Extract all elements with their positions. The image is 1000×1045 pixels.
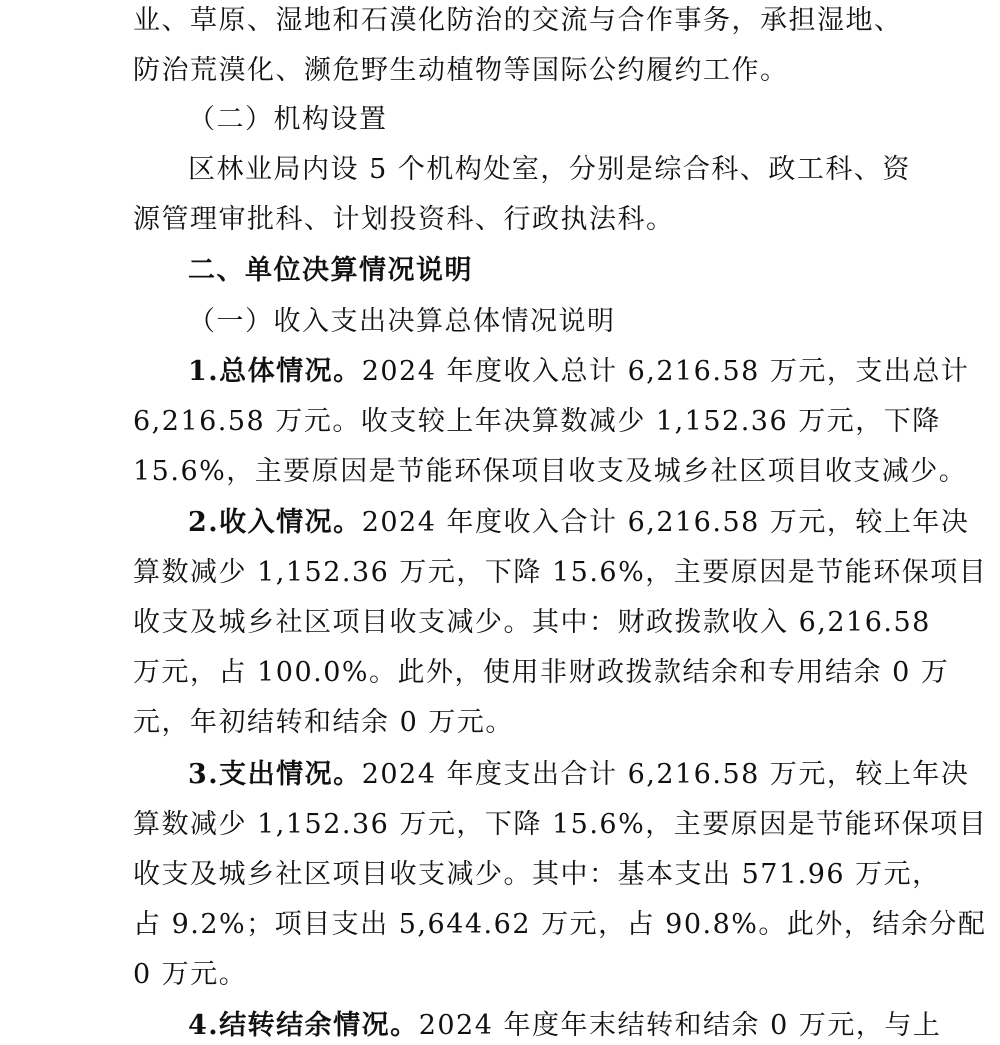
section-heading: 二、单位决算情况说明 (188, 255, 473, 286)
paragraph-first-line (188, 504, 970, 542)
text-line: 占 9.2%；项目支出 5,644.62 万元，占 90.8%。此外，结余分配 (133, 909, 987, 940)
paragraph-heading: 4.结转结余情况。 (188, 1010, 419, 1041)
text-line: 算数减少 1,152.36 万元，下降 15.6%，主要原因是节能环保项目 (133, 809, 988, 840)
paragraph-first-line (188, 1007, 942, 1045)
text-line: 区林业局内设 5 个机构处室，分别是综合科、政工科、资 (188, 154, 911, 185)
text-line: 15.6%，主要原因是节能环保项目收支及城乡社区项目收支减少。 (133, 456, 968, 487)
paragraph-heading: 1.总体情况。 (188, 356, 362, 387)
text-line: 万元，占 100.0%。此外，使用非财政拨款结余和专用结余 0 万 (133, 657, 950, 688)
paragraph-first-line (188, 756, 970, 794)
text-line: 6,216.58 万元。收支较上年决算数减少 1,152.36 万元，下降 (133, 406, 941, 437)
text-line: 源管理审批科、计划投资科、行政执法科。 (133, 204, 675, 235)
paragraph-text: 2024 年度收入总计 6,216.58 万元，支出总计 (361, 356, 970, 387)
text-line: 收支及城乡社区项目收支减少。其中：基本支出 571.96 万元， (133, 859, 941, 890)
text-line: 算数减少 1,152.36 万元，下降 15.6%，主要原因是节能环保项目 (133, 557, 988, 588)
text-line: 防治荒漠化、濒危野生动植物等国际公约履约工作。 (133, 55, 789, 86)
paragraph-heading: 2.收入情况。 (188, 507, 362, 538)
paragraph-heading: 3.支出情况。 (188, 759, 362, 790)
section-heading: （一）收入支出决算总体情况说明 (188, 306, 616, 337)
paragraph-text: 2024 年度年末结转和结余 0 万元，与上 (418, 1010, 942, 1041)
text-line: 元，年初结转和结余 0 万元。 (133, 707, 514, 738)
paragraph-text: 2024 年度支出合计 6,216.58 万元，较上年决 (361, 759, 970, 790)
text-line: 收支及城乡社区项目收支减少。其中：财政拨款收入 6,216.58 (133, 607, 931, 638)
paragraph-text: 2024 年度收入合计 6,216.58 万元，较上年决 (361, 507, 970, 538)
section-heading: （二）机构设置 (188, 104, 388, 135)
text-line: 0 万元。 (133, 959, 248, 990)
text-line: 业、草原、湿地和石漠化防治的交流与合作事务，承担湿地、 (133, 5, 903, 36)
paragraph-first-line (188, 353, 970, 391)
